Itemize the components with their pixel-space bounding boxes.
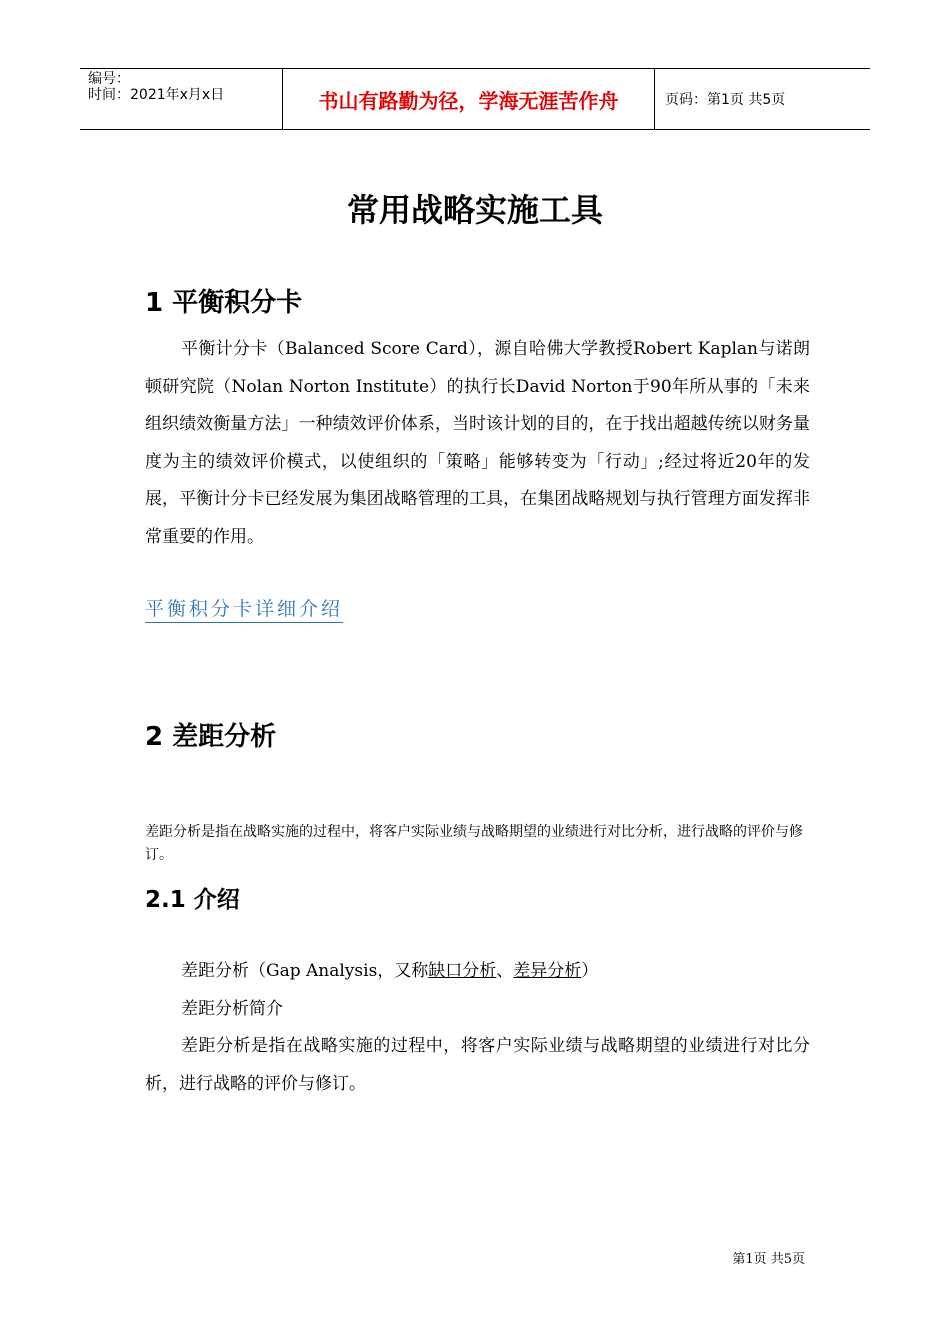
gap-analysis-link-2[interactable]: 差异分析: [513, 961, 582, 981]
gap-analysis-summary-title: 差距分析简介: [181, 998, 283, 1019]
header-page-number: 页码：第1页 共5页: [665, 92, 786, 108]
page-header: [80, 68, 870, 130]
section-2-heading: 2 差距分析: [145, 722, 277, 752]
time-label: 时间：2021年x月x日: [88, 87, 225, 103]
page-footer: 第1页 共5页: [732, 1252, 805, 1267]
section-2-1-heading: 2.1 介绍: [145, 887, 240, 913]
gap-analysis-summary-text: 差距分析是指在战略实施的过程中，将客户实际业绩与战略期望的业绩进行对比分析，进行战略的评价与修订。: [145, 1036, 810, 1094]
section-1-heading: 1 平衡积分卡: [145, 288, 303, 318]
header-motto: 书山有路勤为径，学海无涯苦作舟: [282, 69, 655, 129]
gap-analysis-definition-line: [145, 953, 810, 991]
gap-analysis-prefix: 差距分析（Gap Analysis，又称: [181, 961, 429, 981]
section-1-paragraph: [145, 331, 810, 556]
gap-analysis-link-1[interactable]: 缺口分析: [428, 961, 497, 981]
gap-analysis-suffix: ）: [581, 961, 599, 981]
number-label: 编号：: [88, 71, 130, 87]
balanced-scorecard-text: 平衡计分卡（Balanced Score Card），源自哈佛大学教授Robert Kaplan与诺朗顿研究院（Nolan Norton Institute）的执行长David Norton于90年所从事的「未来组织绩效衡量方法」一种绩效评价体系，当时该计划的目的，在于找出超越传统以财务量度为主的绩效评价模式，以使组织的「策略」能够转变为「行动」;经过将近20年的发展，平衡计分卡已经发展为集团战略管理的工具，在集团战略规划与执行管理方面发挥非常重要的作用。: [145, 339, 810, 547]
section-2-1-body: [145, 953, 810, 1103]
document-title: 常用战略实施工具: [346, 191, 603, 229]
gap-analysis-intro: 差距分析是指在战略实施的过程中，将客户实际业绩与战略期望的业绩进行对比分析，进行战略的评价与修订。: [145, 824, 803, 863]
header-meta: [80, 69, 282, 129]
balanced-scorecard-detail-link[interactable]: 平衡积分卡详细介绍: [145, 594, 343, 623]
separator: 、: [496, 961, 514, 981]
